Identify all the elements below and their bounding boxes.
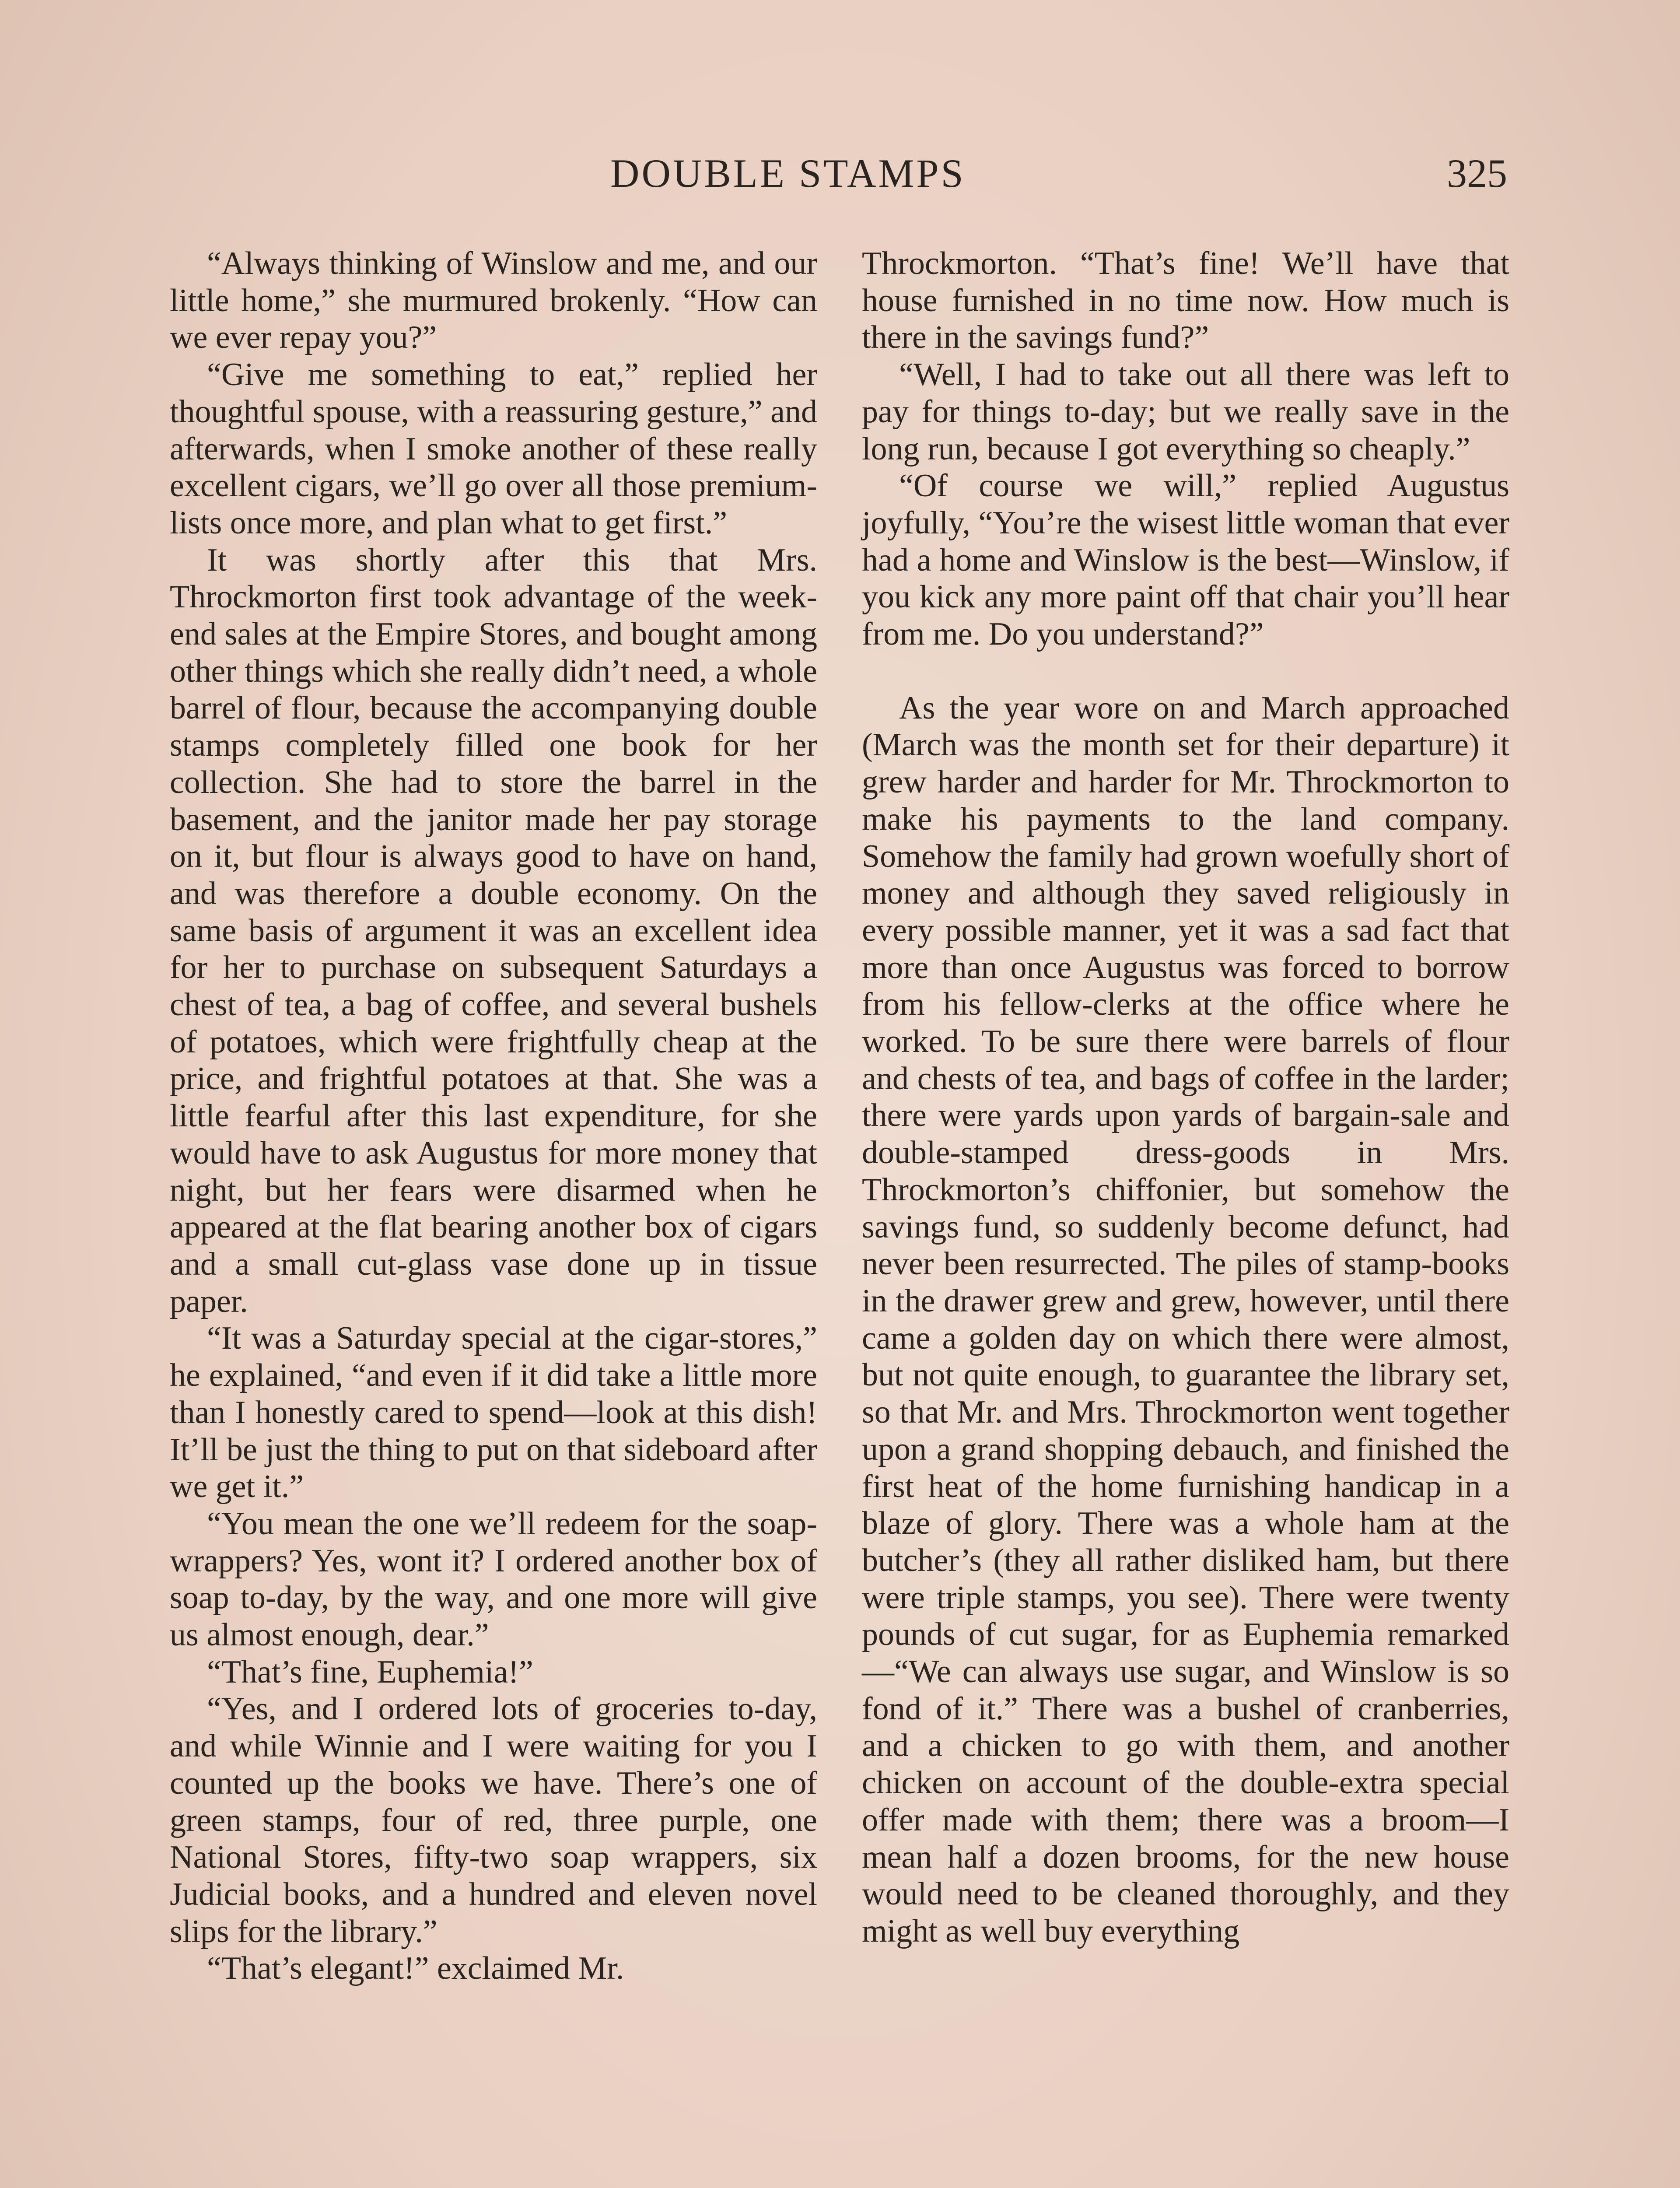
page-number: 325 [1447,151,1507,196]
page-header [610,153,1507,210]
paragraph: “That’s elegant!” exclaimed Mr. [207,1950,624,1987]
paragraph: “Give me something to eat,” replied her thoughtful spouse, with a reassuring gesture,” and afterwards, when I smoke another of these really excellent cigars, we’ll go over all those premium-lists once more, and plan what to get first.” [170,357,817,541]
paragraph: “Well, I had to take out all there was left to pay for things to-day; but we really save in the long run, because I got everything so cheaply.” [862,357,1509,467]
paragraph: It was shortly after this that Mrs. Throckmorton first took advantage of the week-end sales at the Empire Stores, and bought among other things which she really didn’t need, a whole barrel of flour, because the accompanying double stamps completely filled one book for her collection. She had to store the barrel in the basement, and the janitor made her pay storage on it, but flour is always good to have on hand, and was therefore a double economy. On the same basis of argument it was an excellent idea for her to purchase on subsequent Saturdays a chest of tea, a bag of coffee, and several bushels of potatoes, which were frightfully cheap at the price, and frightful potatoes at that. She was a little fearful after this last expenditure, for she would have to ask Augustus for more money that night, but her fears were disarmed when he appeared at the flat bearing another box of cigars and a small cut-glass vase done up in tissue paper. [170,542,817,1319]
paragraph: As the year wore on and March approached (March was the month set for their departure) it grew harder and harder for Mr. Throckmorton to make his payments to the land company. Somehow the family had grown woefully short of money and although they saved religiously in every possible manner, yet it was a sad fact that more than once Augustus was forced to borrow from his fellow-clerks at the office where he worked. To be sure there were barrels of flour and chests of tea, and bags of coffee in the larder; there were yards upon yards of bargain-sale and double-stamped dress-goods in Mrs. Throckmorton’s chiffonier, but somehow the savings fund, so suddenly become defunct, had never been resurrected. The piles of stamp-books in the drawer grew and grew, however, until there came a golden day on which there were almost, but not quite enough, to guarantee the library set, so that Mr. and Mrs. Throckmorton went together upon a grand shopping debauch, and finished the first heat of the home furnishing handicap in a blaze of glory. There was a whole ham at the butcher’s (they all rather disliked ham, but there were triple stamps, you see). There were twenty pounds of cut sugar, for as Euphemia remarked—“We can always use sugar, and Winslow is so fond of it.” There was a bushel of cranberries, and a chicken to go with them, and another chicken on account of the double-extra special offer made with them; there was a broom—I mean half a dozen brooms, for the new house would need to be cleaned thoroughly, and they might as well buy everything [862,690,1509,1949]
running-title: DOUBLE STAMPS [610,151,966,196]
paragraph: “Always thinking of Winslow and me, and our little home,” she murmured brokenly. “How can we ever repay you?” [170,245,817,356]
paragraph-continued: Throckmorton. “That’s fine! We’ll have that house furnished in no time now. How much is there in the savings fund?” [862,245,1509,356]
paragraph: “It was a Saturday special at the cigar-stores,” he explained, “and even if it did take a little more than I honestly cared to spend—look at this dish! It’ll be just the thing to put on that sideboard after we get it.” [170,1320,817,1505]
paragraph: “Of course we will,” replied Augustus joyfully, “You’re the wisest little woman that ever had a home and Winslow is the best—Winslow, if you kick any more paint off that chair you’ll hear from me. Do you understand?” [862,468,1509,652]
right-column [862,245,1509,1950]
paragraph: “That’s fine, Euphemia!” [207,1654,533,1690]
left-column [170,245,817,1987]
paragraph: “You mean the one we’ll redeem for the soap-wrappers? Yes, wont it? I ordered another box of soap to-day, by the way, and one more will give us almost enough, dear.” [170,1505,817,1653]
paragraph: “Yes, and I ordered lots of groceries to-day, and while Winnie and I were waiting for you I counted up the books we have. There’s one of green stamps, four of red, three purple, one National Stores, fifty-two soap wrappers, six Judicial books, and a hundred and eleven novel slips for the library.” [170,1691,817,1950]
